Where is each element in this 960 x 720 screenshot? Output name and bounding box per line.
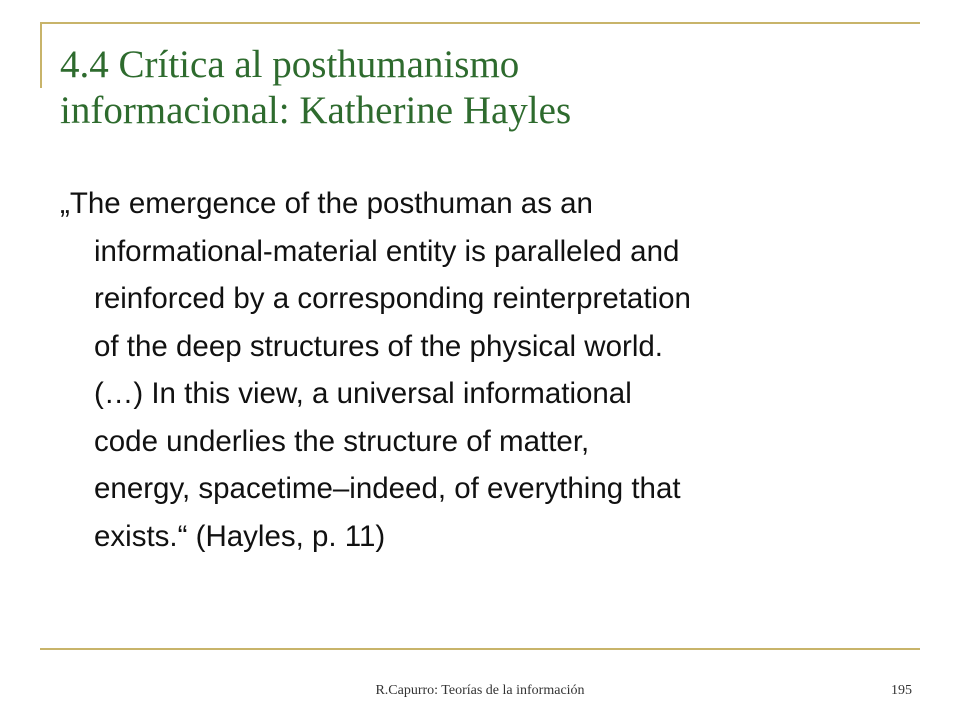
quote-line-4: of the deep structures of the physical world. — [94, 329, 663, 363]
quote-line-2: informational-material entity is paralleled and — [94, 234, 680, 268]
quote-line-3: reinforced by a corresponding reinterpretation — [94, 282, 691, 315]
quote-line-8: exists.“ (Hayles, p. 11) — [94, 519, 386, 553]
top-rule — [40, 22, 920, 24]
bottom-rule — [40, 648, 920, 650]
slide-title-line-2: informacional: Katherine Hayles — [60, 89, 572, 132]
quote-line-7: energy, spacetime–indeed, of everything that — [94, 472, 681, 505]
page-number: 195 — [891, 683, 912, 698]
quote-line-6: code underlies the structure of matter, — [94, 424, 590, 458]
quote-line-1: „The emergence of the posthuman as an — [60, 187, 593, 220]
quote-body — [60, 180, 930, 560]
slide-title-line-1: 4.4 Crítica al posthumanismo — [60, 43, 520, 86]
footer-attribution: R.Capurro: Teorías de la información — [375, 683, 585, 698]
slide-title — [60, 42, 920, 134]
left-rule — [40, 22, 42, 88]
quote-line-5: (…) In this view, a universal informational — [94, 377, 632, 410]
